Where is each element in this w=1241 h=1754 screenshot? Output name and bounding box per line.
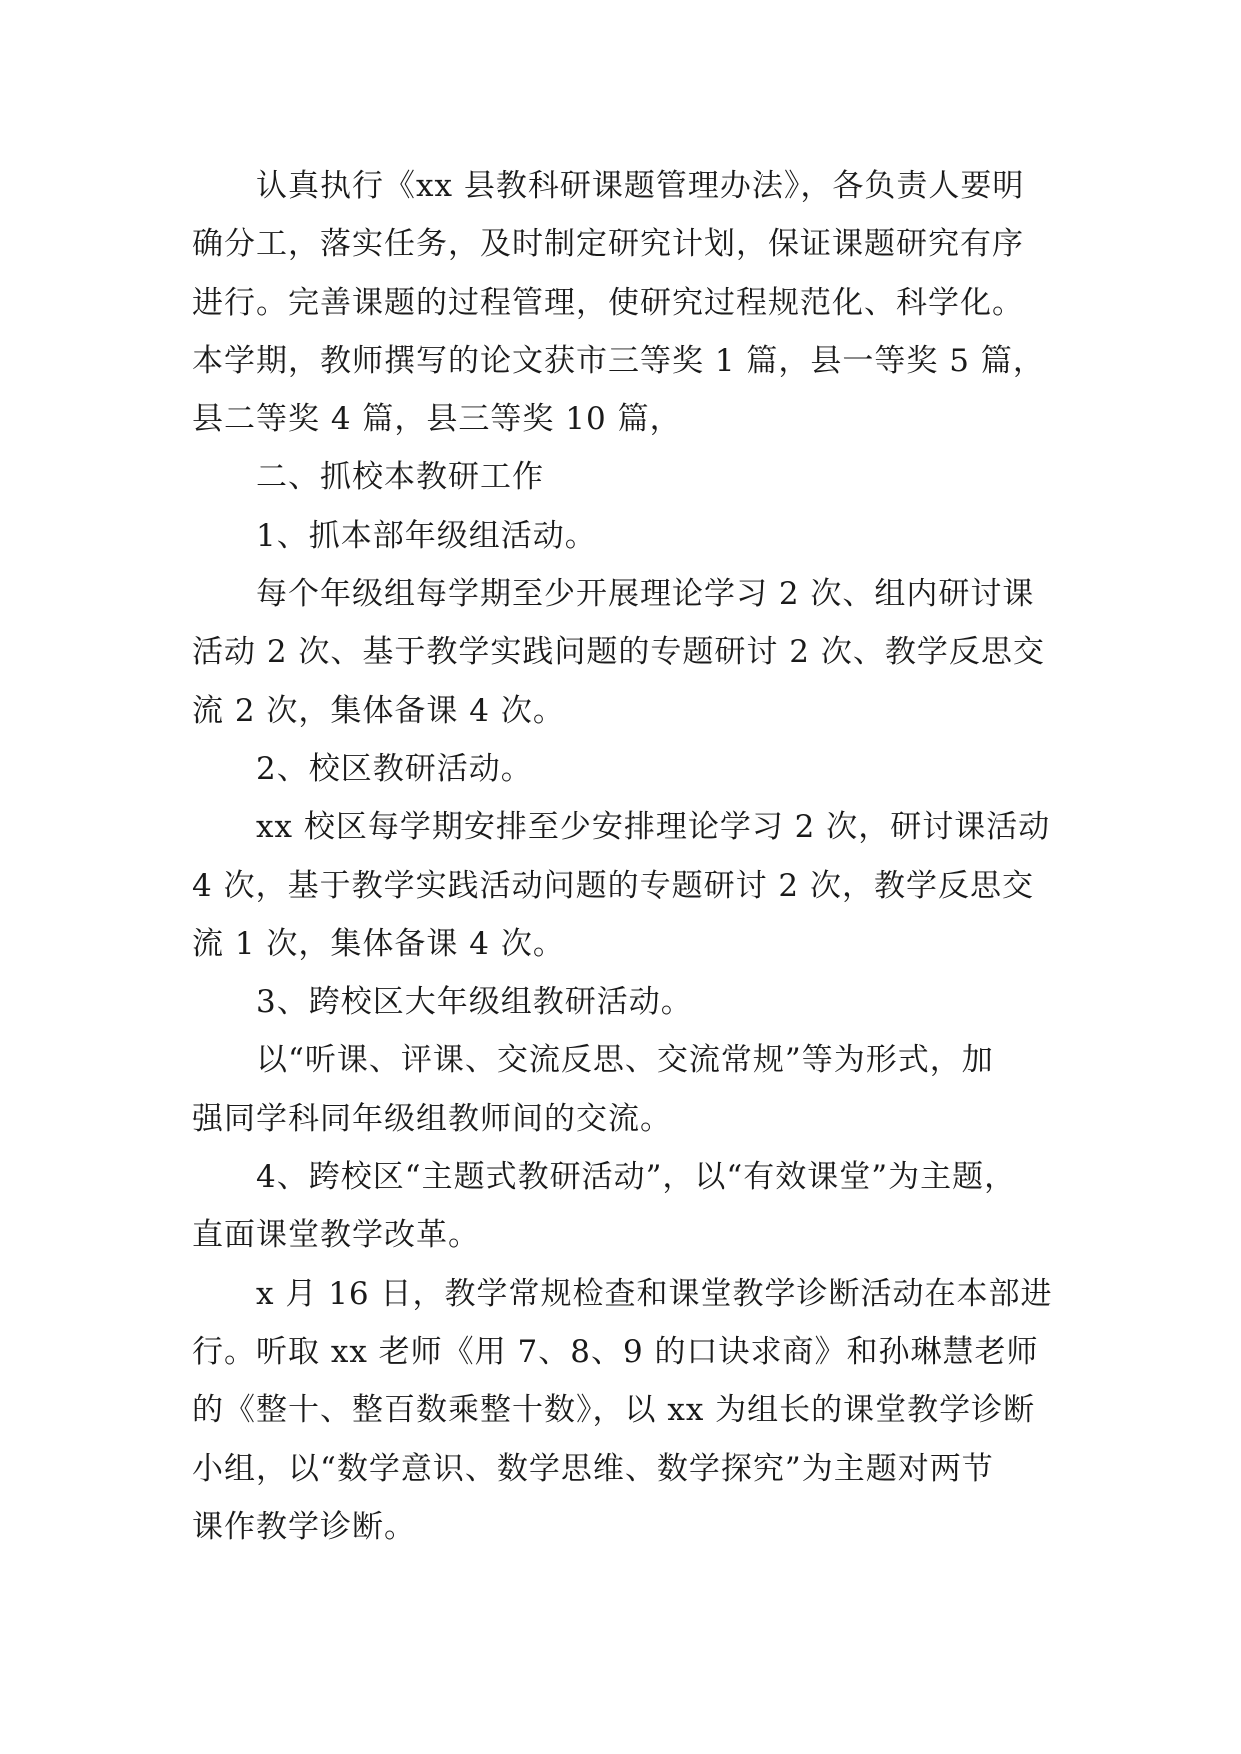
- text-line: 的《整十、整百数乘整十数》，以 xx 为组长的课堂教学诊断: [192, 1392, 1036, 1429]
- text-line: 确分工，落实任务，及时制定研究计划，保证课题研究有序: [192, 226, 1024, 263]
- text-line: xx 校区每学期安排至少安排理论学习 2 次，研讨课活动: [256, 809, 1051, 846]
- text-line: 1、抓本部年级组活动。: [256, 517, 597, 554]
- text-line: 课作教学诊断。: [192, 1508, 416, 1545]
- text-line: 活动 2 次、基于教学实践问题的专题研讨 2 次、教学反思交: [192, 634, 1045, 671]
- text-line: 进行。完善课题的过程管理，使研究过程规范化、科学化。: [192, 284, 1024, 321]
- text-line: 4 次，基于教学实践活动问题的专题研讨 2 次，教学反思交: [192, 867, 1035, 904]
- text-line: 小组，以“数学意识、数学思维、数学探究”为主题对两节: [192, 1450, 994, 1487]
- text-line: 4、跨校区“主题式教研活动”，以“有效课堂”为主题，: [256, 1159, 1017, 1196]
- text-line: 流 2 次，集体备课 4 次。: [192, 692, 565, 729]
- text-line: 每个年级组每学期至少开展理论学习 2 次、组内研讨课: [256, 576, 1035, 613]
- text-line: 流 1 次，集体备课 4 次。: [192, 925, 565, 962]
- document-body: [192, 157, 1072, 1556]
- text-line: 强同学科同年级组教师间的交流。: [192, 1100, 672, 1137]
- text-line: 直面课堂教学改革。: [192, 1217, 480, 1254]
- text-line: 行。听取 xx 老师《用 7、8、9 的口诀求商》和孙琳慧老师: [192, 1333, 1039, 1370]
- text-line: 2、校区教研活动。: [256, 750, 533, 787]
- text-line: x 月 16 日，教学常规检查和课堂教学诊断活动在本部进: [256, 1275, 1053, 1312]
- text-line: 县二等奖 4 篇，县三等奖 10 篇，: [192, 401, 682, 438]
- text-line: 以“听课、评课、交流反思、交流常规”等为形式，加: [256, 1042, 994, 1079]
- text-line: 认真执行《xx 县教科研课题管理办法》，各负责人要明: [256, 168, 1025, 204]
- text-line: 3、跨校区大年级组教研活动。: [256, 984, 693, 1021]
- text-line: 二、抓校本教研工作: [256, 459, 544, 496]
- text-line: 本学期，教师撰写的论文获市三等奖 1 篇，县一等奖 5 篇，: [192, 342, 1045, 379]
